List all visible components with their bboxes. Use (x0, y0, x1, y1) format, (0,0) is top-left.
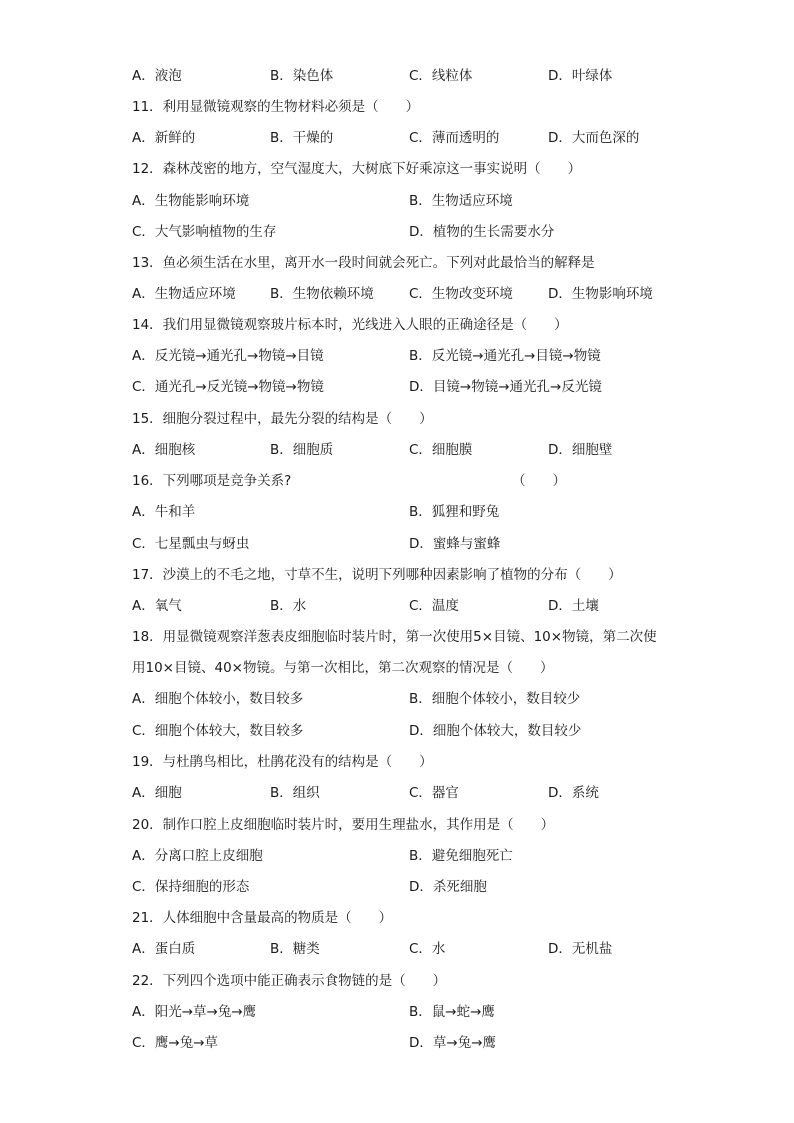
question-11-option-c: C．薄而透明的 (409, 130, 500, 146)
question-16-option-b: B．狐狸和野兔 (409, 504, 500, 520)
question-18-option-b: B．细胞个体较小，数目较少 (409, 691, 581, 707)
question-20-option-d: D．杀死细胞 (409, 879, 487, 895)
question-19-stem: 19．与杜鹃鸟相比，杜鹃花没有的结构是（ ） (132, 754, 433, 770)
question-15-option-c: C．细胞膜 (409, 442, 473, 458)
question-16-stem: 16．下列哪项是竞争关系? (132, 473, 292, 489)
question-20-option-c: C．保持细胞的形态 (132, 879, 250, 895)
question-16-option-d: D．蜜蜂与蜜蜂 (409, 536, 501, 552)
question-17-option-c: C．温度 (409, 598, 459, 614)
question-22-stem: 22．下列四个选项中能正确表示食物链的是（ ） (132, 973, 447, 989)
question-15-stem: 15．细胞分裂过程中，最先分裂的结构是（ ） (132, 411, 433, 427)
question-21-option-a: A．蛋白质 (132, 941, 196, 957)
question-12-option-c: C．大气影响植物的生存 (132, 224, 277, 240)
question-22-option-c: C．鹰→兔→草 (132, 1035, 219, 1051)
question-22-option-a: A．阳光→草→兔→鹰 (132, 1004, 257, 1020)
question-18-option-a: A．细胞个体较小，数目较多 (132, 691, 304, 707)
option-b: B．染色体 (270, 68, 334, 84)
question-11-option-d: D．大而色深的 (548, 130, 640, 146)
question-12-option-b: B．生物适应环境 (409, 193, 513, 209)
question-17-option-b: B．水 (270, 598, 307, 614)
question-15-option-d: D．细胞壁 (548, 442, 613, 458)
option-c: C．线粒体 (409, 68, 473, 84)
question-13-stem: 13．鱼必须生活在水里，离开水一段时间就会死亡。下列对此最恰当的解释是 (132, 255, 595, 271)
question-17-stem: 17．沙漠上的不毛之地，寸草不生，说明下列哪种因素影响了植物的分布（ ） (132, 567, 622, 583)
question-18-option-c: C．细胞个体较大，数目较多 (132, 723, 304, 739)
question-18-stem: 18．用显微镜观察洋葱表皮细胞临时装片时，第一次使用5×目镜、10×物镜，第二次使 (132, 629, 657, 645)
question-13-option-d: D．生物影响环境 (548, 286, 653, 302)
question-14-option-a: A．反光镜→通光孔→物镜→目镜 (132, 348, 324, 364)
option-a: A．液泡 (132, 68, 182, 84)
question-14-option-c: C．通光孔→反光镜→物镜→物镜 (132, 379, 324, 395)
question-20-option-b: B．避免细胞死亡 (409, 848, 513, 864)
question-19-option-d: D．系统 (548, 785, 599, 801)
question-14-stem: 14．我们用显微镜观察玻片标本时，光线进入人眼的正确途径是（ ） (132, 317, 568, 333)
question-17-option-a: A．氧气 (132, 598, 182, 614)
question-21-option-b: B．糖类 (270, 941, 320, 957)
option-d: D．叶绿体 (548, 68, 613, 84)
question-13-option-c: C．生物改变环境 (409, 286, 513, 302)
question-19-option-b: B．组织 (270, 785, 320, 801)
question-20-option-a: A．分离口腔上皮细胞 (132, 848, 263, 864)
question-11-option-b: B．干燥的 (270, 130, 334, 146)
question-16-option-a: A．牛和羊 (132, 504, 196, 520)
question-22-option-d: D．草→兔→鹰 (409, 1035, 497, 1051)
question-13-option-b: B．生物依赖环境 (270, 286, 374, 302)
question-21-option-d: D．无机盐 (548, 941, 613, 957)
question-11-stem: 11．利用显微镜观察的生物材料必须是（ ） (132, 99, 420, 115)
question-22-option-b: B．鼠→蛇→鹰 (409, 1004, 495, 1020)
question-17-option-d: D．土壤 (548, 598, 599, 614)
question-21-option-c: C．水 (409, 941, 446, 957)
question-14-option-b: B．反光镜→通光孔→目镜→物镜 (409, 348, 601, 364)
question-13-option-a: A．生物适应环境 (132, 286, 236, 302)
question-20-stem: 20．制作口腔上皮细胞临时装片时，要用生理盐水，其作用是（ ） (132, 817, 555, 833)
question-12-stem: 12．森林茂密的地方，空气湿度大，大树底下好乘凉这一事实说明（ ） (132, 161, 582, 177)
question-12-option-d: D．植物的生长需要水分 (409, 224, 555, 240)
question-14-option-d: D．目镜→物镜→通光孔→反光镜 (409, 379, 602, 395)
question-15-option-a: A．细胞核 (132, 442, 196, 458)
question-18-stem-continued: 用10×目镜、40×物镜。与第一次相比，第二次观察的情况是（ ） (132, 660, 554, 676)
question-12-option-a: A．生物能影响环境 (132, 193, 250, 209)
question-16-option-c: C．七星瓢虫与蚜虫 (132, 536, 250, 552)
question-18-option-d: D．细胞个体较大，数目较少 (409, 723, 582, 739)
question-15-option-b: B．细胞质 (270, 442, 334, 458)
question-19-option-a: A．细胞 (132, 785, 182, 801)
question-21-stem: 21．人体细胞中含量最高的物质是（ ） (132, 910, 393, 926)
question-16-answer-paren: （ ） (512, 473, 566, 489)
question-19-option-c: C．器官 (409, 785, 459, 801)
question-11-option-a: A．新鲜的 (132, 130, 196, 146)
